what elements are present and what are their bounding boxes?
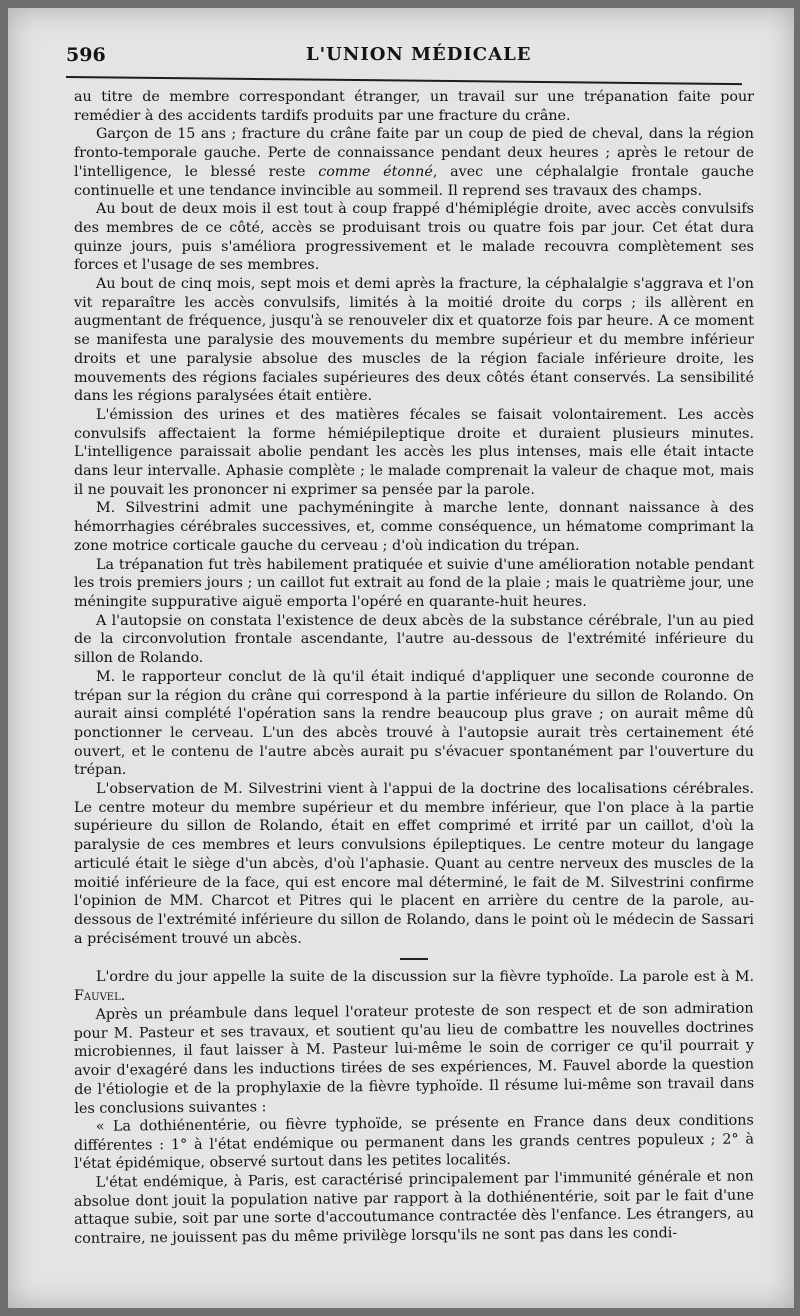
header-rule — [66, 76, 742, 85]
section-divider — [400, 958, 428, 960]
fauvel-paragraph-1: Après un préambule dans lequel l'orateur proteste de son respect et de son admiration pour M. Pasteur et ses travaux, et soutient qu'au lieu de combattre les nouvelles doctrines microbiennes, il faut laisser à M. Pasteur lui-même le soin de corriger ce qu'il pourrait y avoir d'exagéré dans les inductions tirées de ses expériences, M. Fauvel aborde la question de l'étiologie et de la prophylaxie de la fièvre typhoïde. Il résume lui-même son travail dans les conclusions suivantes : — [73, 1000, 755, 1117]
journal-title: L'UNION MÉDICALE — [306, 44, 532, 65]
fauvel-paragraph-3: L'état endémique, à Paris, est caractérisé principalement par l'immunité générale et non absolue dont jouit la population native par rapport à la dothiénentérie, soit par le fait d'une attaque subie, soit par une sorte d'accoutumance contractée dès l'enfance. Les étrangers, au contraire, ne jouissent pas du même privilège lorsqu'ils ne sont pas dans les condi- — [73, 1168, 755, 1248]
fauvel-paragraph-2: « La dothiénentérie, ou fièvre typhoïde, se présente en France dans deux conditions différentes : 1° à l'état endémique ou permanent dans les grands centres populeux ; 2° à l'état épidémique, observé surtout dans les petites localités. — [73, 1112, 755, 1173]
page-number: 596 — [66, 44, 106, 66]
paragraph-5: L'émission des urines et des matières fécales se faisait volontairement. Les accès convulsifs affectaient la forme hémiépileptique droite et duraient plusieurs minutes. L'intelligence paraissait abolie pendant les accès les plus intenses, mais elle était intacte dans leur intervalle. Aphasie complète ; le malade comprenait la valeur de chaque mot, mais il ne pouvait les prononcer ni exprimer sa pensée par la parole. — [74, 406, 754, 498]
emphasis-comme-etonne: comme étonné — [318, 163, 433, 180]
paragraph-4: Au bout de cinq mois, sept mois et demi après la fracture, la céphalalgie s'aggrava et l'on vit reparaître les accès convulsifs, limités à la moitié droite du corps ; ils allèrent en augmentant de fréquence, jusqu'à se renouveler dix et quatorze fois par heure. A ce moment se manifesta une paralysie des mouvements du membre supérieur et du membre inférieur droits et une paralysie absolue des muscles de la région faciale inférieure droite, les mouvements des régions faciales supérieures des deux côtés étant conservés. La sensibilité dans les régions paralysées était entière. — [74, 276, 754, 405]
paragraph-1: au titre de membre correspondant étranger, un travail sur une trépanation faite pour remédier à des accidents tardifs produits par une fracture du crâne. — [74, 89, 754, 124]
paragraph-2 — [74, 125, 754, 200]
paragraph-3: Au bout de deux mois il est tout à coup frappé d'hémiplégie droite, avec accès convulsifs des membres de ce côté, accès se produisant trois ou quatre fois par jour. Cet état dura quinze jours, puis s'améliora progressivement et le malade recouvra complètement ses forces et l'usage de ses membres. — [74, 201, 754, 274]
paragraph-6: M. Silvestrini admit une pachyméningite à marche lente, donnant naissance à des hémorrhagies cérébrales successives, et, comme conséquence, un hématome comprimant la zone motrice corticale gauche du cerveau ; d'où indication du trépan. — [74, 500, 754, 554]
running-head — [66, 44, 746, 74]
order-of-day-text: L'ordre du jour appelle la suite de la discussion sur la fièvre typhoïde. La parole est à M. — [96, 969, 754, 986]
paragraph-8: A l'autopsie on constata l'existence de deux abcès de la substance cérébrale, l'un au pied de la circonvolution frontale ascendante, l'autre au-dessous de l'extrémité inférieure du sillon de Rolando. — [74, 612, 754, 667]
speaker-name: Fauvel. — [74, 988, 126, 1005]
paragraph-2-text: Garçon de 15 ans ; fracture du crâne faite par un coup de pied de cheval, dans la région fronto-temporale gauche. Perte de connaissance pendant deux heures ; après le retour de l'intelligence, le blessé reste comme étonné, avec une céphalalgie frontale gauche continuelle et une tendance invincible au sommeil. Il reprend ses travaux des champs. — [74, 126, 754, 199]
article-body — [74, 88, 754, 1249]
paragraph-7: La trépanation fut très habilement pratiquée et suivie d'une amélioration notable pendant les trois premiers jours ; un caillot fut extrait au fond de la plaie ; mais le quatrième jour, une méningite suppurative aiguë emporta l'opéré en quarante-huit heures. — [74, 556, 754, 610]
book-page — [8, 8, 794, 1308]
paragraph-10: L'observation de M. Silvestrini vient à l'appui de la doctrine des localisations cérébrales. Le centre moteur du membre supérieur et du membre inférieur, que l'on place à la partie supérieure du sillon de Rolando, était en effet comprimé et irrité par un caillot, d'où la paralysie de ces membres et leurs convulsions épileptiques. Le centre moteur du langage articulé était le siège d'un abcès, d'où l'aphasie. Quant au centre nerveux des muscles de la moitié inférieure de la face, qui est encore mal déterminé, le fait de M. Silvestrini confirme l'opinion de MM. Charcot et Pitres qui le placent en arrière du centre de la parole, au-dessous de l'extrémité inférieure du sillon de Rolando, dans le point où le médecin de Sassari a précisément trouvé un abcès. — [74, 781, 754, 947]
paragraph-9: M. le rapporteur conclut de là qu'il était indiqué d'appliquer une seconde couronne de trépan sur la région du crâne qui correspond à la partie inférieure du sillon de Rolando. On aurait ainsi complété l'opération sans la rendre beaucoup plus grave ; on aurait même dû ponctionner le cerveau. L'un des abcès trouvé à l'autopsie aurait très certainement été ouvert, et le contenu de l'autre abcès aurait pu s'évacuer spontanément par l'ouverture du trépan. — [74, 668, 754, 779]
